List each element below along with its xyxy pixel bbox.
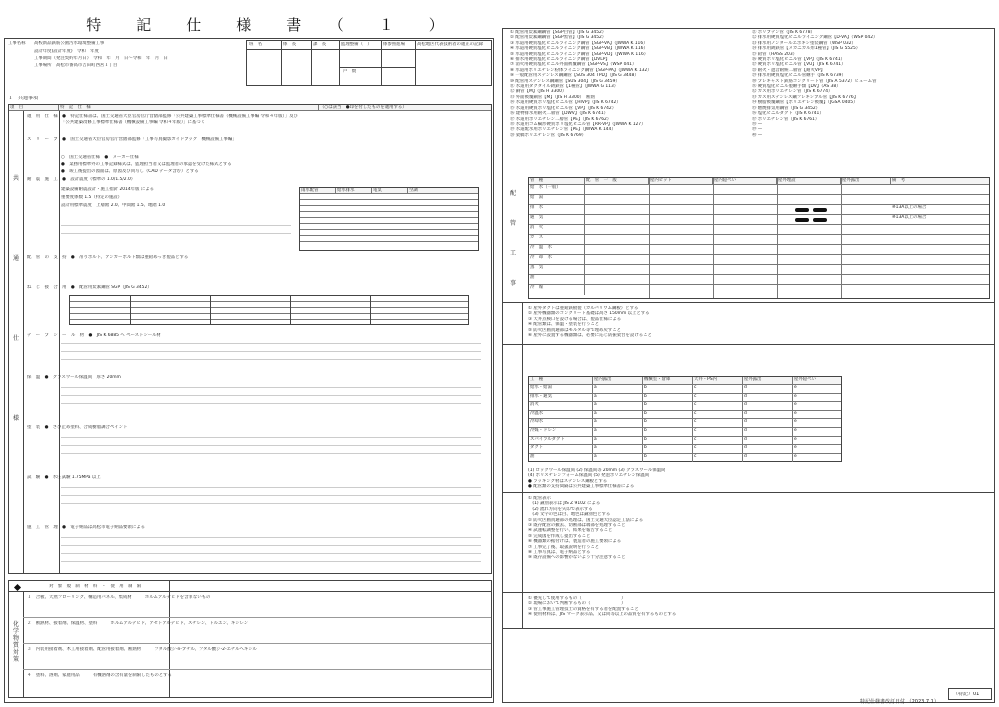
material-cell: 冷温水 (529, 411, 593, 419)
spec-table (8, 104, 492, 574)
selected-mark (813, 208, 827, 212)
material-cell: b (643, 454, 693, 463)
header-cell: 項 目 (9, 105, 59, 110)
header-field-2: 工事場所 高松市番高市吉田町西宮１丁目 (34, 63, 118, 68)
material-row (529, 428, 841, 437)
text-line (61, 225, 291, 226)
spec-item: ㉙ 排水用硬質塩化ビニル管継手（JIS K 6739） (752, 73, 846, 79)
project-name: 高校新品鉄筋公園汚水環境整備工事 (34, 41, 105, 46)
material-cell: a (593, 428, 643, 436)
chemical-row-line (23, 643, 491, 644)
side-label: 化学物質対策 (12, 621, 19, 663)
note-line: ④ 配管類は、保温・塗装を行うこと (528, 322, 600, 328)
pipe-row (529, 215, 989, 225)
material-row (529, 445, 841, 454)
text-line (61, 403, 481, 404)
seismic-row (300, 242, 478, 248)
material-cell: b (643, 411, 693, 419)
spec-item: ⑪ 水道用ダクタイル鋳鉄管【1種管】（JWWA G 113） (510, 84, 619, 90)
text-line (61, 351, 481, 352)
material-cell: e (794, 427, 797, 433)
pipe-row (529, 285, 989, 295)
footer-note: 特記仕様書改訂日付 （2023.7.1） (860, 699, 939, 705)
side-label: 工 (509, 250, 516, 257)
material-cell: c (693, 385, 743, 393)
spec-row: ス リ ー ブ ● 国土交通省大臣官房官庁営繕部監修「工事写真撮影ガイドブック 機械設備工事編」 (27, 137, 237, 142)
note-line: ⑧ 工事写真は、電子納品とする (528, 550, 591, 556)
pipe-rows (529, 185, 989, 295)
pipe-cell: 油 (529, 275, 585, 284)
material-cell: 油 (529, 454, 593, 463)
header-field-1: 工事期間（発注契約年月日） 令和 年 月 日〜令和 年 月 日 (34, 56, 168, 61)
pipe-col-line (841, 178, 842, 298)
material-header-cell: 屋外隠ぺい (794, 377, 816, 382)
side-label: 共 (12, 175, 19, 182)
spec-item: ③ 水道用硬質塩化ビニルライニング鋼管【SGP-VA】（JWWA K 116） (510, 40, 648, 46)
text-line (61, 487, 481, 488)
spec-item: ⑳ 架橋ポリエチレン管（JIS K 6769） (510, 132, 587, 138)
note-line: ③ 既存配管の撤去、切断部は端部を処理すること (528, 523, 626, 529)
spec-item: ⑰ 水道用ポリエチレン二層管【PE】（JIS K 6762） (510, 116, 612, 122)
material-cell: ダクト (529, 445, 593, 453)
material-cell: 冷媒・ドレン (529, 428, 593, 436)
material-table (528, 376, 842, 462)
spec-col-divider (23, 111, 24, 573)
material-header-cell: 機械室・倉庫 (643, 377, 693, 384)
material-cell: d (743, 385, 793, 393)
spec-item: ⑮ 水道用硬質ポリ塩化ビニル管【VP】（JIS K 6742） (510, 105, 617, 111)
pipe-row (529, 275, 989, 285)
spec-item: ㉝ ガス用ステンレス鋼フレキシブル管【JIS K 6776】 (752, 94, 859, 100)
material-row (529, 402, 841, 411)
diamond-marker (14, 584, 21, 591)
material-cell: 消火 (529, 402, 593, 410)
spec-row: 耐 震 施 工 ● 設計震度（標準の 1.0/1.5/2.0） (27, 177, 136, 182)
note-row: 保 温 ● グラスウール保温筒 厚さ 20mm (27, 375, 121, 380)
pipe-cell: 排 水 (529, 205, 585, 214)
material-cell: b (643, 402, 693, 410)
selected-mark (795, 218, 809, 222)
material-cell: e (794, 436, 797, 442)
note-row: 建築設備耐震設計・施工指針 2014年版 による (61, 187, 154, 192)
chemical-heading: 対 象 規 制 材 料 ・ 使 用 制 限 (49, 584, 142, 589)
pipe-cell: 通 気 (529, 215, 585, 224)
note-line: ● 配管類の支持間隔は公共建築工事標準仕様書による (528, 484, 635, 490)
approval-divider (339, 67, 415, 68)
note-line: ① 屋外ダクトは亜鉛鉄板製（ガルバリウム鋼板）とする (528, 306, 639, 311)
material-cell: c (693, 428, 743, 436)
spec-item: ⑥ 排水用硬質塩化ビニルライニング鋼管【DVLP】 (510, 57, 610, 63)
text-line (61, 495, 481, 496)
text-line (61, 545, 481, 546)
note-line: ⑦ 工事完了後、取扱説明を行うこと (528, 544, 600, 550)
spec-item: ㉔ 排水用鋳鉄管【メカニカル形1種管】（JIS G 5525） (752, 46, 861, 52)
spec-item: ㉕ 鉛管（HASS 203） (752, 51, 798, 57)
seismic-col: 給水排水 (336, 188, 372, 193)
chemical-divider (23, 591, 24, 697)
material-row (529, 419, 841, 428)
side-label: 事 (509, 280, 516, 287)
pipe-col-line (713, 178, 714, 298)
material-cell: d (743, 394, 793, 402)
side-label: 通 (12, 255, 19, 262)
material-cell: d (743, 411, 793, 419)
spec-item: ㉑ ポリブテン管（JIS K 6778） (752, 30, 815, 35)
chemical-row: １ 合板、天然フローリング、構造用パネル、集成材 ホルムアルデヒドを含まないもの (27, 595, 211, 600)
screw-divider (210, 296, 211, 324)
screw-divider (290, 296, 291, 324)
pipe-row (529, 255, 989, 265)
spec-table-header (9, 105, 491, 111)
chemical-divider (9, 591, 491, 592)
material-cell: c (693, 419, 743, 427)
material-cell: e (794, 419, 797, 425)
spec-item: ㉜ ガス用ポリエチレン管（JIS K 6774） (752, 89, 833, 95)
section-heading: １ 共通事項 (8, 96, 39, 101)
spec-item: ㉛ 硬質塩化ビニル製継手類【DV】（AS 38） (752, 84, 841, 90)
spec-item: ② 配管用炭素鋼鋼管【SGP黒管】（JIS G 3452） (510, 35, 607, 41)
note-line: (2) 流れ方向を矢印で表示する (528, 506, 593, 512)
pipe-cell: ※13A以上の場合 (892, 215, 927, 220)
note-block-3 (528, 496, 988, 561)
spec-item: ⑦ 消火用硬質塩化ビニル外面被覆鋼管【SGP-VS】（WSP 041） (510, 62, 637, 68)
note-row: 塗 装 ● さび止め塗料、合成樹脂調合ペイント (27, 425, 128, 430)
pipe-header-cell: 屋内ピット (649, 178, 713, 184)
note-line: ⑥ 屋外に設置する機器類は、必要に応じ防振架台を設けること (528, 333, 652, 339)
spec-row: 適 用 仕 様 ● 特記仕様書は、国土交通省大臣官房官庁営繕部監修「公共建築工事標準仕様書（機械設備工事編 令和４年版）」及び (27, 114, 298, 119)
seismic-table (299, 187, 479, 251)
spec-item: ㉟ 燃焼排気用鋼管（JIS G 3452） (752, 105, 821, 111)
material-cell: c (693, 445, 743, 453)
note-line: ④ 使用材料は、JIS マーク表示品、又は同等以上の品質を有するものとする (528, 612, 677, 618)
pipe-header-cell: 配 管 一 般 (585, 178, 649, 184)
spec-item: ㉒ 排水用硬質塩化ビニルライニング鋼管【D-VA】（WSP 042） (752, 35, 878, 41)
material-row (529, 394, 841, 403)
note-row: 試 験 ● 水圧試験 1.75MPa 以上 (27, 475, 101, 480)
spec-item: ㉞ 樹脂被覆鋼管【ポリエチレン被覆】（JGSA 0405） (752, 100, 858, 106)
material-cell: d (743, 428, 793, 436)
approval-box (246, 40, 492, 86)
pipe-row (529, 185, 989, 195)
material-cell: e (794, 453, 797, 459)
chemical-row: ２ 断熱材、接着剤、保温材、塗料 ホルムアルデヒド、アセトアルデヒド、スチレン、トルエン、キシレン (27, 621, 249, 626)
spec-item: ⑱ 水道用ゴム輪形硬質ポリ塩化ビニル管【RR-VP】（JWWA K 127） (510, 121, 646, 127)
side-label: 配 (509, 190, 516, 197)
note-line: ③ 天井点検口を設ける場合は、製品仕様による (528, 316, 622, 322)
section-rule (522, 302, 523, 628)
note-row: 設計用標準震度 上層階 2.0、中間階 1.5、地階 1.0 (61, 203, 166, 208)
approval-divider (281, 41, 282, 85)
selected-mark (813, 218, 827, 222)
pipe-cell: 給 湯 (529, 195, 585, 204)
spec-item: ⑩ 配管用ステンレス鋼鋼管【SUS 304】（JIS G 3459） (510, 78, 620, 84)
material-cell: a (593, 402, 643, 410)
note-line: ② 防火区画貫通部の処理は、国土交通大臣認定工法による (528, 517, 644, 523)
note-block-1 (528, 306, 988, 338)
note-line: ③ 管工事施工管理技士の資格を有する者を配置すること (528, 606, 639, 612)
spec-item: ⑤ 水道用硬質塩化ビニルライニング鋼管【SGP-VD】（JWWA K 116） (510, 51, 649, 57)
side-label: 様 (12, 415, 19, 422)
material-header-cell: 屋内露出 (593, 377, 643, 384)
note-line: ⑤ 完成図を作成し提出すること (528, 533, 591, 539)
material-cell: c (693, 437, 743, 445)
pipe-cell: 給 水（一般） (529, 185, 585, 194)
material-cell: e (794, 410, 797, 416)
spec-item: ④ 水道用硬質塩化ビニルライニング鋼管【SGP-VB】（JWWA K 116） (510, 46, 648, 52)
note-line: ④ 試運転調整を行い、結果を報告すること (528, 528, 613, 534)
text-line (61, 445, 481, 446)
material-cell: a (593, 445, 643, 453)
note-line: ● ラッキング材はステンレス鋼板とする (528, 478, 608, 484)
material-cell: 排水・通気 (529, 394, 593, 402)
page-number: （特記）01 (953, 692, 980, 697)
spec-list-right (752, 30, 990, 138)
approval-divider (415, 41, 416, 85)
note-line: ⑨ 既存設備への影響がないよう十分注意すること (528, 555, 626, 561)
pipe-cell (891, 185, 989, 194)
spec-list-left (510, 30, 750, 138)
chemical-row-line (23, 669, 491, 670)
note-line: (3) 文字の色は白、地色は識別色とする (528, 512, 611, 518)
material-cell: a (593, 411, 643, 419)
section-rule (502, 592, 995, 593)
text-line (61, 503, 481, 504)
text-line (61, 561, 481, 562)
material-cell: c (693, 454, 743, 463)
text-line (61, 233, 291, 234)
screw-divider (370, 296, 371, 324)
material-cell: c (693, 394, 743, 402)
spec-item: ㊲ ポリエチレン管（JIS K 6761） (752, 116, 820, 122)
material-cell: b (643, 428, 693, 436)
material-cell: a (593, 437, 643, 445)
section-rule (502, 492, 995, 493)
spec-item: ㉗ 硬質ポリ塩化ビニル管【VU】（JIS K 6741） (752, 62, 846, 68)
pipe-row (529, 205, 989, 215)
material-cell: c (693, 411, 743, 419)
section-rule (502, 344, 995, 345)
pipe-header-cell: 備 考 (892, 178, 906, 183)
side-label: 仕 (12, 335, 19, 342)
section-rule (502, 302, 995, 303)
material-cell: d (743, 445, 793, 453)
pipe-cell: 蒸 気 (529, 265, 585, 274)
note-block-2 (528, 468, 988, 490)
header-cell: 特 記 仕 様 (59, 105, 319, 110)
material-header-cell: 屋外露出 (743, 377, 793, 384)
note-line: (1) 識別表示は JIS Z 9102 による (528, 501, 601, 507)
spec-item: ⑨ 一般配管用ステンレス鋼鋼管【SUS 304 TPD】（JIS G 3448） (510, 73, 639, 79)
note-block-4 (528, 596, 988, 618)
header-cell: （○は該当 ●印を付したものを適用する） (320, 105, 407, 110)
side-label: 管 (509, 220, 516, 227)
spec-item: ⑬ 外面被覆銅管【M】（JIS H 3300） 断熱 (510, 94, 595, 100)
pipe-row (529, 225, 989, 235)
spec-row: 「公共建築改修工事標準仕様書（機械設備工事編 令和４年版）」に基づく (61, 120, 206, 125)
approval-divider (339, 41, 340, 85)
approval-divider (247, 49, 491, 50)
material-header-cell: 工 種 (529, 377, 593, 384)
chemical-table (8, 580, 492, 698)
spec-item: ㊳ — (752, 121, 763, 127)
approval-col-2: 課 長 (313, 42, 327, 47)
text-line (61, 453, 481, 454)
approval-col-0: 班 名 (249, 42, 263, 47)
material-cell: b (643, 385, 693, 393)
material-rows (529, 385, 841, 462)
material-row (529, 437, 841, 446)
material-header (529, 377, 841, 385)
note-row: 施 工 管 理 ● 電子納品は高松市電子納品要領による (27, 525, 145, 530)
material-cell: e (794, 385, 797, 390)
pipe-header-cell: 屋外埋設 (777, 178, 841, 184)
pipe-header-cell: 屋内隠ぺい (713, 178, 777, 184)
material-cell: 給水・給湯 (529, 385, 593, 393)
material-cell: c (693, 402, 743, 410)
material-cell: b (643, 445, 693, 453)
spec-row: ● 竣工後提出の図面は、原図及び同写し（CAD データ含む）とする (61, 169, 199, 174)
spec-row: ● 業務用標準外の工事記録様式は、監理担当者又は監理者の承認を受けた様式とする (61, 162, 232, 167)
approval-divider (381, 41, 382, 85)
screw-divider (130, 296, 131, 324)
spec-item: ㊴ — (752, 127, 763, 133)
approval-col-5: 高松地区代表技術者の適正の記録 (417, 42, 483, 47)
material-cell: 冷却水 (529, 419, 593, 427)
pipe-header-cell: 管 種 (529, 178, 585, 184)
note-line: ⑥ 機器類の据付けは、製造者の施工要領による (528, 539, 622, 545)
pipe-table-header (529, 178, 989, 185)
pipe-cell: 冷 媒 (529, 285, 585, 295)
approval-sub: 戸 数 (343, 69, 357, 74)
material-row (529, 411, 841, 420)
spec-item: ㉓ 排水用ノンタールエポキシ塗装鋼管（WSP 032） (752, 40, 856, 46)
spec-item: ① 配管用炭素鋼鋼管【SGP白管】（JIS G 3452） (510, 30, 607, 35)
screw-table (69, 295, 469, 325)
material-cell: d (743, 402, 793, 410)
pipe-cell: 冷 温 水 (529, 245, 585, 254)
material-cell: d (743, 419, 793, 427)
pipe-col-line (777, 178, 778, 298)
note-line: (4) ポリスチレンフォーム保温筒 (5) 発泡ポリエチレン保温筒 (528, 473, 650, 479)
material-cell: a (593, 419, 643, 427)
work-name-label: 工事名称 (8, 41, 26, 46)
pipe-row (529, 245, 989, 255)
page-title: 特 記 仕 様 書 （ １ ） (86, 16, 454, 34)
note-line: ② 現場において判断するもの（ ） (528, 601, 626, 607)
text-line (61, 343, 481, 344)
pipe-row (529, 195, 989, 205)
material-cell: b (643, 437, 693, 445)
material-cell: スパイラルダクト (529, 437, 593, 445)
note-row: ね じ 接 合 用 ● 配管用炭素鋼管 SGP（JIS G 3452） (27, 285, 152, 290)
text-line (61, 553, 481, 554)
material-row (529, 385, 841, 394)
material-cell: a (593, 394, 643, 402)
pipe-cell: 消 火 (529, 225, 585, 234)
pipe-table (528, 177, 990, 299)
note-line: (1) ロックウール保温筒 (2) 保温筒等 20mm (3) グラスウール保温筒 (528, 468, 666, 473)
text-line (61, 537, 481, 538)
pipe-row (529, 235, 989, 245)
seismic-col: 雨水配管 (300, 188, 336, 193)
material-cell: a (593, 454, 643, 463)
note-line: ② 屋外機器類のコンクリート基礎は高さ 150mm 以上とする (528, 311, 650, 317)
approval-col-3: 監理整備（ ） (341, 42, 372, 47)
note-row: 配 管 の 支 持 ● 吊りボルト、アンカーボルト類は亜鉛めっき製品とする (27, 255, 189, 260)
material-cell: d (743, 437, 793, 445)
spec-item: ⑫ 銅管【M】（JIS H 3300） (510, 89, 567, 95)
note-row: 重要度係数 1.5（特定の施設） (61, 195, 123, 200)
material-cell: e (794, 393, 797, 399)
chemical-row: ４ 塗料、溶剤、家庭用品 有機溶剤の含有量を制限したものとする (27, 673, 172, 678)
text-line (61, 387, 481, 388)
spec-item: ⑯ 建物排水用耐火二層管【DWV】（JIS K 6741） (510, 111, 609, 117)
approval-col-4: 係参照進場 (383, 42, 405, 47)
spec-item: ⑭ 水道用硬質ポリ塩化ビニル管【HIVP】（JIS K 6742） (510, 100, 621, 106)
pipe-row (529, 265, 989, 275)
pipe-cell: ※13A以上の場合 (892, 205, 927, 210)
material-cell: b (643, 394, 693, 402)
material-cell: e (794, 402, 797, 408)
chemical-row-line (23, 617, 491, 618)
note-row: テ ー プ シ ー ル 材 ● JIS K 6885 ヘ ペーストシール材 (27, 333, 161, 338)
material-cell: d (743, 454, 793, 463)
spec-item: ㉘ 耐火・遮音耐候二層管【耐火VP】 (752, 67, 825, 73)
text-line (61, 437, 481, 438)
material-row (529, 454, 841, 463)
spec-item: ㊵ — (752, 132, 763, 138)
text-line (61, 359, 481, 360)
selected-mark (795, 208, 809, 212)
spec-item: ⑧ 水道用ポリエチレン粉体ライニング鋼管【SGP-PA】（JWWA K 132） (510, 67, 652, 73)
pipe-header-cell: 屋外露出 (841, 178, 891, 184)
seismic-col: 空調 (409, 188, 418, 193)
header-field-0: 設計年度(設計年度) 令和 年度 (34, 49, 99, 54)
note-line: ⑤ 防火区画貫通部はモルタル等で埋め戻すこと (528, 327, 621, 333)
material-cell: b (643, 419, 693, 427)
pipe-col-line (649, 178, 650, 298)
spec-row: ○ 国土交通省仕様 ● メーカー仕様 (61, 155, 139, 160)
note-line: ① 配管表示 (528, 496, 551, 501)
text-line (61, 395, 481, 396)
spec-item: ㉖ 硬質ポリ塩化ビニル管【VP】（JIS K 6741） (752, 57, 845, 63)
pipe-cell (891, 195, 989, 204)
approval-col-1: 係 長 (283, 42, 297, 47)
seismic-col: 電気 (372, 188, 408, 193)
material-header-cell: 天井・PS内 (693, 377, 743, 384)
note-line: ① 優先して使用するもの（ ） (528, 596, 626, 601)
material-cell: a (593, 385, 643, 393)
pipe-cell: 冷 却 水 (529, 255, 585, 264)
pipe-cell: ガ ス (529, 235, 585, 244)
spec-item: ㉚ プレキャスト鉄筋コンクリート管（JIS A 5372）ヒューム管 (752, 78, 877, 84)
chemical-row: ３ 内装用接着剤、木工用接着剤、配管用接着剤、断熱材 フタル酸ジ-n-ブチル、フタル酸ジ-2-エチルヘキシル (27, 647, 257, 652)
section-rule (502, 628, 995, 629)
page-number-box (948, 688, 992, 700)
spec-item: ㊱ 塩化ビニルダクト（JIS K 6741） (752, 111, 824, 117)
material-cell: e (794, 445, 797, 451)
approval-divider (311, 41, 312, 85)
spec-item: ⑲ 水道配水用ポリエチレン管【PE】（JWWA K 144） (510, 127, 616, 133)
